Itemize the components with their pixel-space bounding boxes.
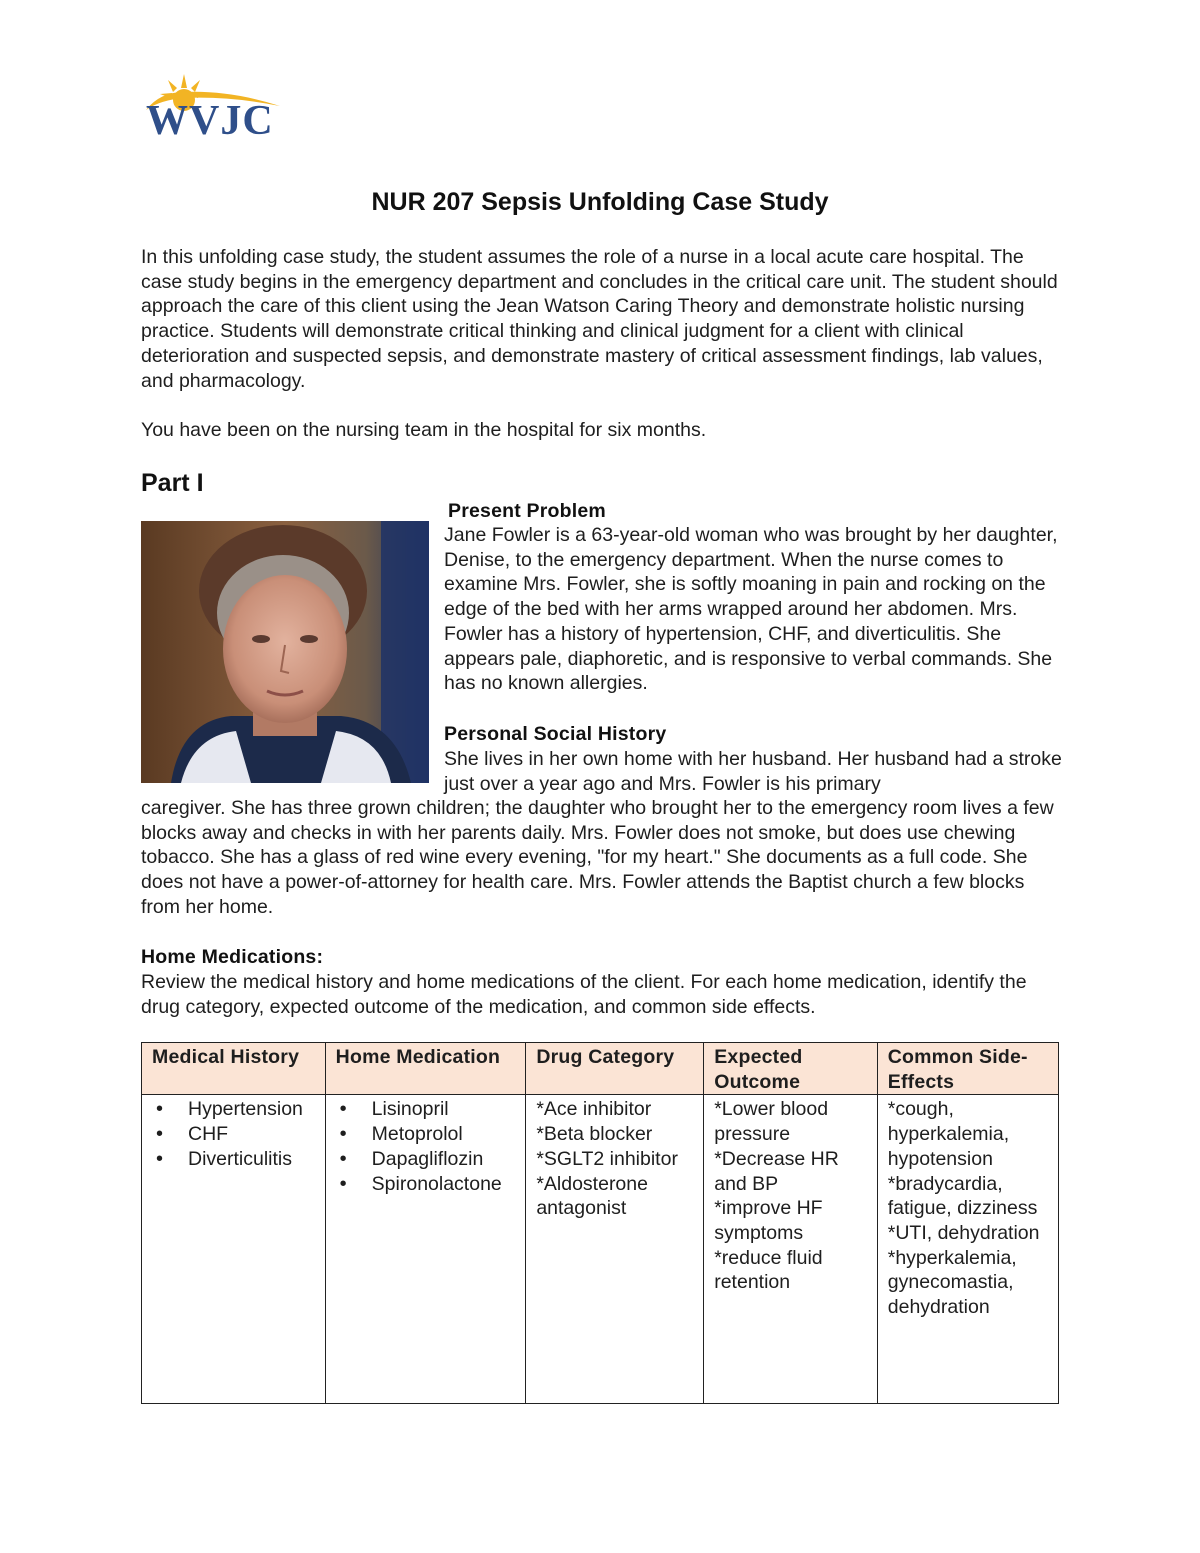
expected-outcome-item: *Lower blood pressure [714, 1098, 829, 1146]
drug-category-item: *SGLT2 inhibitor [536, 1147, 678, 1170]
drug-category-item: *Beta blocker [536, 1123, 653, 1146]
personal-social-heading: Personal Social History [444, 723, 667, 745]
present-problem-text: Jane Fowler is a 63-year-old woman who was brought by her daughter, Denise, to the emergency department. When the nurse comes to examine Mrs. Fowler, she is softly moaning in pain and rocking on the edge of the bed with her arms wrapped around her abdomen. Mrs. Fowler has a history of hypertension, CHF, and diverticulitis. She appears pale, diaphoretic, and is responsive to verbal commands. She has no known allergies. [444, 524, 1058, 695]
list-item: • CHF [152, 1122, 317, 1147]
header-medical-history: Medical History [142, 1043, 326, 1095]
header-drug-category: Drug Category [526, 1043, 704, 1095]
part-heading: Part I [141, 469, 204, 497]
expected-outcome-item: *improve HF symptoms [714, 1197, 823, 1244]
home-medications-heading: Home Medications: [141, 946, 324, 968]
present-problem-heading: Present Problem [448, 500, 606, 522]
table-row [142, 1095, 1059, 1404]
drug-category-item: *Ace inhibitor [536, 1098, 652, 1121]
cell-side-effects [877, 1095, 1058, 1404]
patient-photo [141, 521, 429, 783]
personal-social-text-full: caregiver. She has three grown children; the daughter who brought her to the emergency room lives a few blocks away and checks in with her parents daily. Mrs. Fowler does not smoke, but does use chewing tobacco. She has a glass of red wine every evening, "for my heart." She documents as a full code. She does not have a power-of-attorney for health care. Mrs. Fowler attends the Baptist church a few blocks from her home. [141, 797, 1054, 918]
table-header-row [142, 1043, 1059, 1095]
cell-home-medication [325, 1095, 526, 1404]
page-title: NUR 207 Sepsis Unfolding Case Study [371, 188, 829, 216]
side-effect-item: *hyperkalemia, gynecomastia, dehydration [887, 1246, 1017, 1319]
expected-outcome-item: *reduce fluid retention [714, 1246, 823, 1294]
list-item: • Dapagliflozin [336, 1147, 518, 1172]
cell-drug-category [526, 1095, 704, 1404]
personal-social-text-side: She lives in her own home with her husband. Her husband had a stroke just over a year ago and Mrs. Fowler is his primary [444, 748, 1062, 795]
intro-paragraph: In this unfolding case study, the student assumes the role of a nurse in a local acute care hospital. The case study begins in the emergency department and concludes in the critical care unit. The student should approach the care of this client using the Jean Watson Caring Theory and demonstrate holistic nursing practice. Students will demonstrate critical thinking and clinical judgment for a client with clinical deterioration and suspected sepsis, and demonstrate mastery of critical assessment findings, lab values, and pharmacology. [141, 246, 1058, 392]
header-side-effects: Common Side-Effects [877, 1043, 1058, 1095]
list-item: • Hypertension [152, 1097, 317, 1122]
header-expected-outcome: Expected Outcome [704, 1043, 878, 1095]
medication-table [141, 1042, 1059, 1404]
side-effect-item: *cough, hyperkalemia, hypotension [887, 1098, 1010, 1170]
six-months-paragraph: You have been on the nursing team in the hospital for six months. [141, 419, 707, 441]
drug-category-item: *Aldosterone antagonist [536, 1172, 648, 1220]
cell-medical-history [142, 1095, 326, 1404]
header-home-medication: Home Medication [325, 1043, 526, 1095]
list-item: • Lisinopril [336, 1097, 518, 1122]
cell-expected-outcome [704, 1095, 878, 1404]
list-item: • Diverticulitis [152, 1147, 317, 1172]
side-effect-item: *UTI, dehydration [887, 1221, 1040, 1244]
list-item: • Spironolactone [336, 1172, 518, 1197]
list-item: • Metoprolol [336, 1122, 518, 1147]
side-effect-item: *bradycardia, fatigue, dizziness [887, 1172, 1038, 1220]
home-medications-text: Review the medical history and home medications of the client. For each home medication, identify the drug category, expected outcome of the medication, and common side effects. [141, 971, 1027, 1018]
wvjc-logo [140, 66, 290, 146]
logo-text: WVJC [146, 98, 274, 144]
expected-outcome-item: *Decrease HR and BP [714, 1147, 839, 1195]
